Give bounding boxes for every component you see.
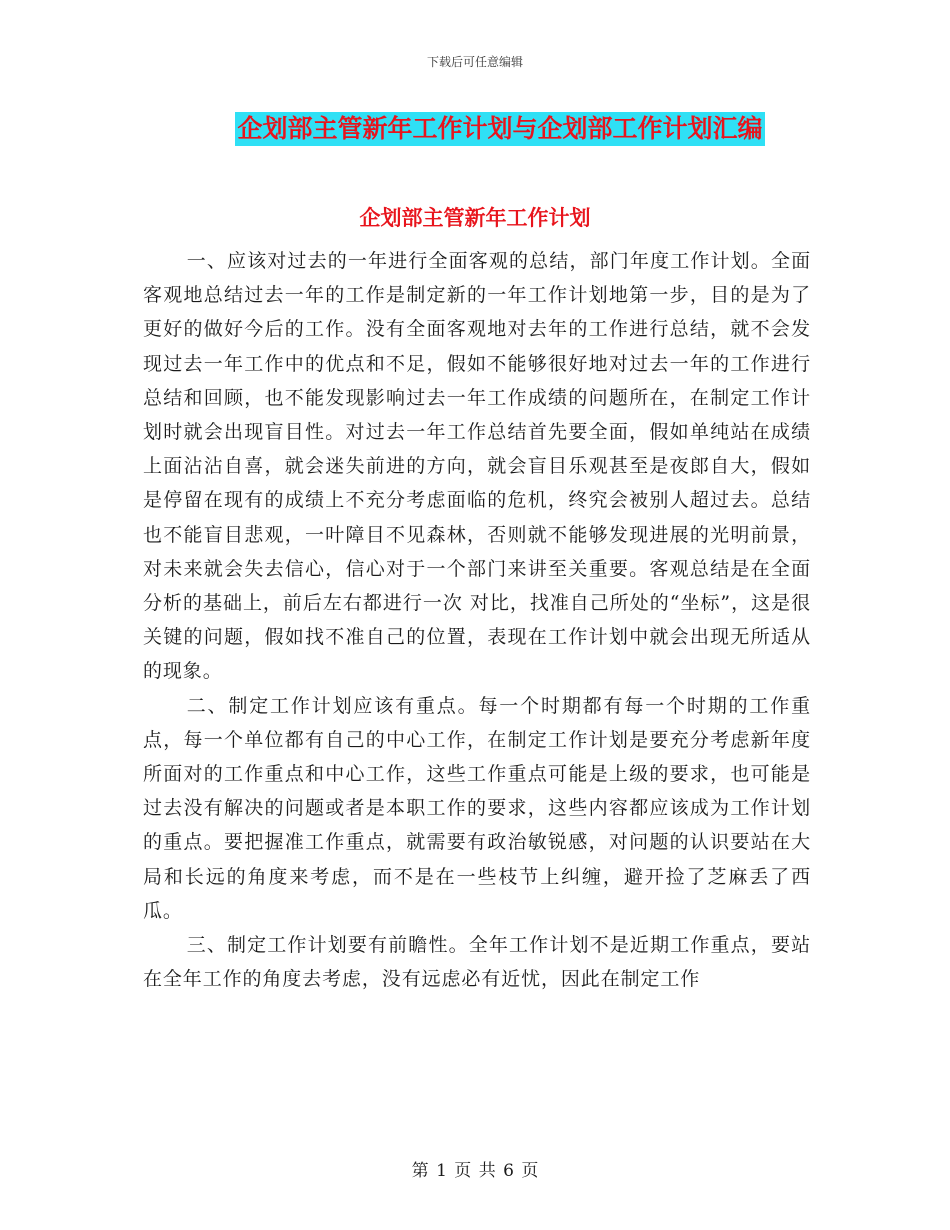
section-title: 企划部主管新年工作计划 bbox=[359, 205, 591, 230]
paragraph-2: 二、制定工作计划应该有重点。每一个时期都有每一个时期的工作重点，每一个单位都有自己的中心工作，在制定工作计划是要充分考虑新年度所面对的工作重点和中心工作，这些工作重点可能是上级的要求，也可能是过去没有解决的问题或者是本职工作的要求，这些内容都应该成为工作计划的重点。要把握准工作重点，就需要有政治敏锐感，对问题的认识要站在大局和长远的角度来考虑，而不是在一些枝节上纠缠，避开捡了芝麻丢了西瓜。 bbox=[143, 694, 811, 922]
paragraph-1: 一、应该对过去的一年进行全面客观的总结，部门年度工作计划。全面客观地总结过去一年的工作是制定新的一年工作计划地第一步，目的是为了更好的做好今后的工作。没有全面客观地对去年的工作进行总结，就不会发现过去一年工作中的优点和不足，假如不能够很好地对过去一年的工作进行总结和回顾，也不能发现影响过去一年工作成绩的问题所在，在制定工作计划时就会出现盲目性。对过去一年工作总结首先要全面，假如单纯站在成绩上面沾沾自喜，就会迷失前进的方向，就会盲目乐观甚至是夜郎自大，假如是停留在现有的成绩上不充分考虑面临的危机，终究会被别人超过去。总结也不能盲目悲观，一叶障目不见森林，否则就不能够发现进展的光明前景，对未来就会失去信心，信心对于一个部门来讲至关重要。客观总结是在全面分析的基础上，前后左右都进行一次 对比，找准自己所处的“坐标”，这是很关键的问题，假如找不准自己的位置，表现在工作计划中就会出现无所适从的现象。 bbox=[143, 250, 811, 683]
main-title-container bbox=[0, 112, 950, 146]
header-note: 下载后可任意编辑 bbox=[426, 55, 523, 69]
paragraph-3: 三、制定工作计划要有前瞻性。全年工作计划不是近期工作重点，要站在全年工作的角度去考虑，没有远虑必有近忧，因此在制定工作 bbox=[143, 934, 811, 991]
main-title: 企划部主管新年工作计划与企划部工作计划汇编 bbox=[235, 112, 764, 146]
document-body bbox=[143, 244, 811, 996]
page-number: 第 1 页 共 6 页 bbox=[411, 1161, 539, 1181]
